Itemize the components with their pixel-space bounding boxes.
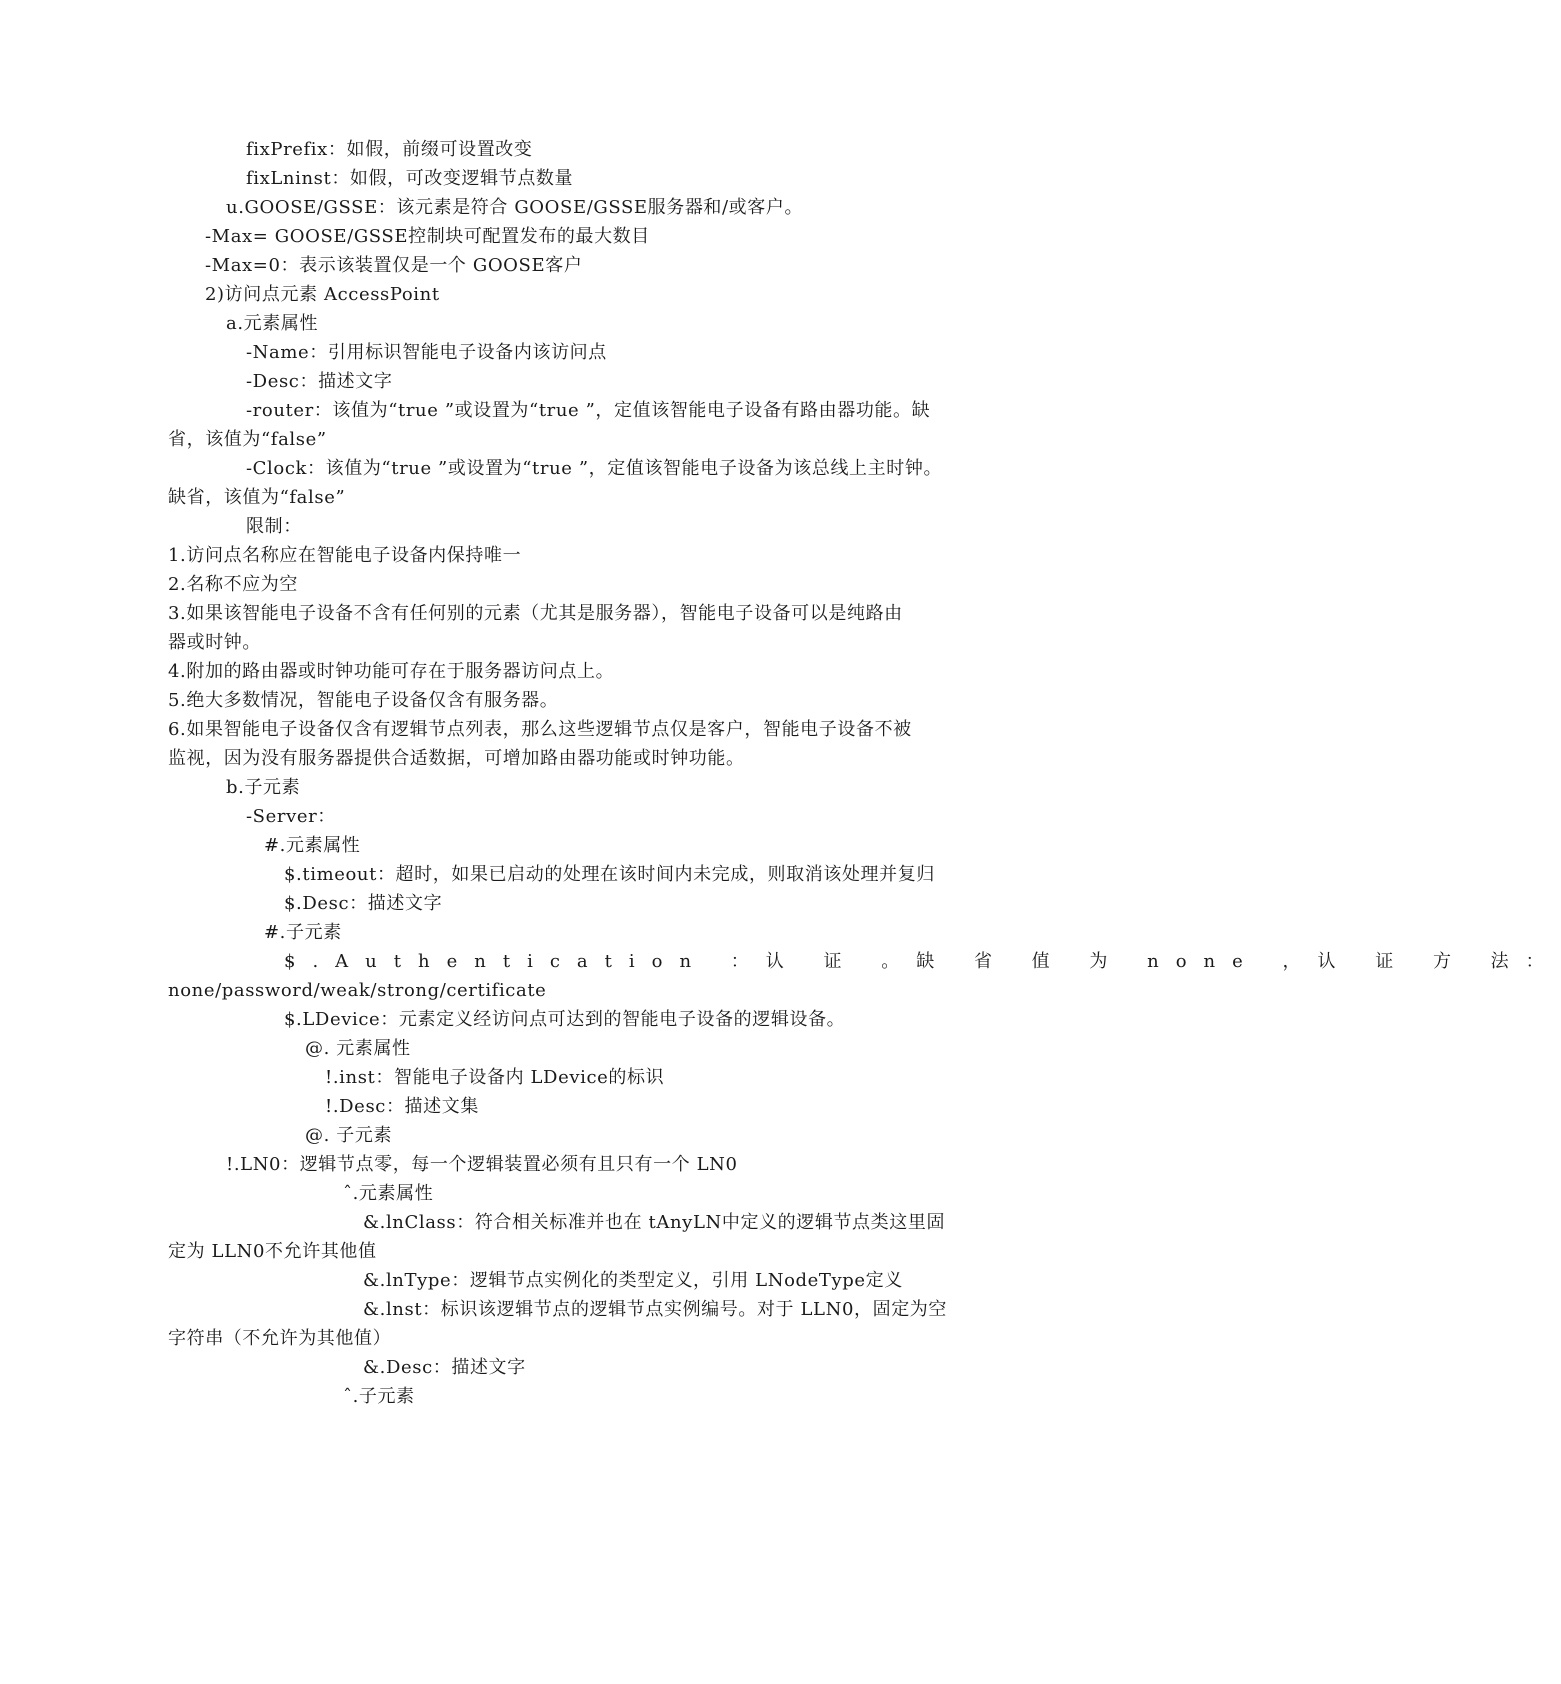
text-line: fixLninst：如假，可改变逻辑节点数量	[246, 168, 574, 189]
text-line: 限制：	[246, 516, 302, 537]
text-line: &.lnClass：符合相关标准并也在 tAnyLN中定义的逻辑节点类这里固	[363, 1212, 946, 1233]
text-line: 定为 LLN0不允许其他值	[168, 1241, 377, 1262]
text-line: -Server：	[246, 806, 336, 827]
text-line: -Name：引用标识智能电子设备内该访问点	[246, 342, 607, 363]
text-line: !.inst：智能电子设备内 LDevice的标识	[325, 1067, 665, 1088]
text-line: &.lnType：逻辑节点实例化的类型定义，引用 LNodeType定义	[363, 1270, 903, 1291]
list-item: 4.附加的路由器或时钟功能可存在于服务器访问点上。	[168, 661, 615, 682]
text-line: -Clock：该值为“true ”或设置为“true ”，定值该智能电子设备为该总线上主时钟。	[246, 458, 943, 479]
list-item: 监视，因为没有服务器提供合适数据，可增加路由器功能或时钟功能。	[168, 748, 745, 769]
text-line: $.timeout：超时，如果已启动的处理在该时间内未完成，则取消该处理并复归	[284, 864, 935, 885]
list-item: 2.名称不应为空	[168, 574, 298, 595]
text-line: #.子元素	[264, 922, 342, 943]
text-line: fixPrefix：如假，前缀可设置改变	[246, 139, 533, 160]
text-line: 缺省，该值为“false”	[168, 487, 346, 508]
text-line: &.Desc：描述文字	[363, 1357, 526, 1378]
text-line: @. 子元素	[305, 1125, 393, 1146]
text-line: #.元素属性	[264, 835, 361, 856]
text-line: u.GOOSE/GSSE：该元素是符合 GOOSE/GSSE服务器和/或客户。	[226, 197, 804, 218]
text-line: ˆ.元素属性	[343, 1183, 434, 1204]
text-line: 字符串（不允许为其他值）	[168, 1328, 392, 1349]
text-line: !.LN0：逻辑节点零，每一个逻辑装置必须有且只有一个 LN0	[226, 1154, 738, 1175]
list-item: 5.绝大多数情况，智能电子设备仅含有服务器。	[168, 690, 559, 711]
subsection-heading: b.子元素	[226, 777, 301, 798]
text-line: -Max=0：表示该装置仅是一个 GOOSE客户	[205, 255, 583, 276]
text-line: &.lnst：标识该逻辑节点的逻辑节点实例编号。对于 LLN0，固定为空	[363, 1299, 947, 1320]
text-line: !.Desc：描述文集	[325, 1096, 479, 1117]
text-line: $.LDevice：元素定义经访问点可达到的智能电子设备的逻辑设备。	[284, 1009, 846, 1030]
text-line: none/password/weak/strong/certificate	[168, 980, 547, 1001]
list-item: 器或时钟。	[168, 632, 261, 653]
section-heading: 2)访问点元素 AccessPoint	[205, 284, 440, 305]
text-line: $.Authentication ：认 证 。缺 省 值 为 none ，认 证 方 法：	[284, 951, 1561, 972]
text-line: $.Desc：描述文字	[284, 893, 443, 914]
text-line: @. 元素属性	[305, 1038, 411, 1059]
list-item: 6.如果智能电子设备仅含有逻辑节点列表，那么这些逻辑节点仅是客户，智能电子设备不被	[168, 719, 912, 740]
list-item: 3.如果该智能电子设备不含有任何别的元素（尤其是服务器），智能电子设备可以是纯路由	[168, 603, 903, 624]
subsection-heading: a.元素属性	[226, 313, 319, 334]
text-line: -Desc：描述文字	[246, 371, 393, 392]
text-line: -router：该值为“true ”或设置为“true ”，定值该智能电子设备有路由器功能。缺	[246, 400, 931, 421]
list-item: 1.访问点名称应在智能电子设备内保持唯一	[168, 545, 522, 566]
text-line: ˆ.子元素	[343, 1386, 415, 1407]
text-line: 省，该值为“false”	[168, 429, 327, 450]
text-line: -Max= GOOSE/GSSE控制块可配置发布的最大数目	[205, 226, 650, 247]
